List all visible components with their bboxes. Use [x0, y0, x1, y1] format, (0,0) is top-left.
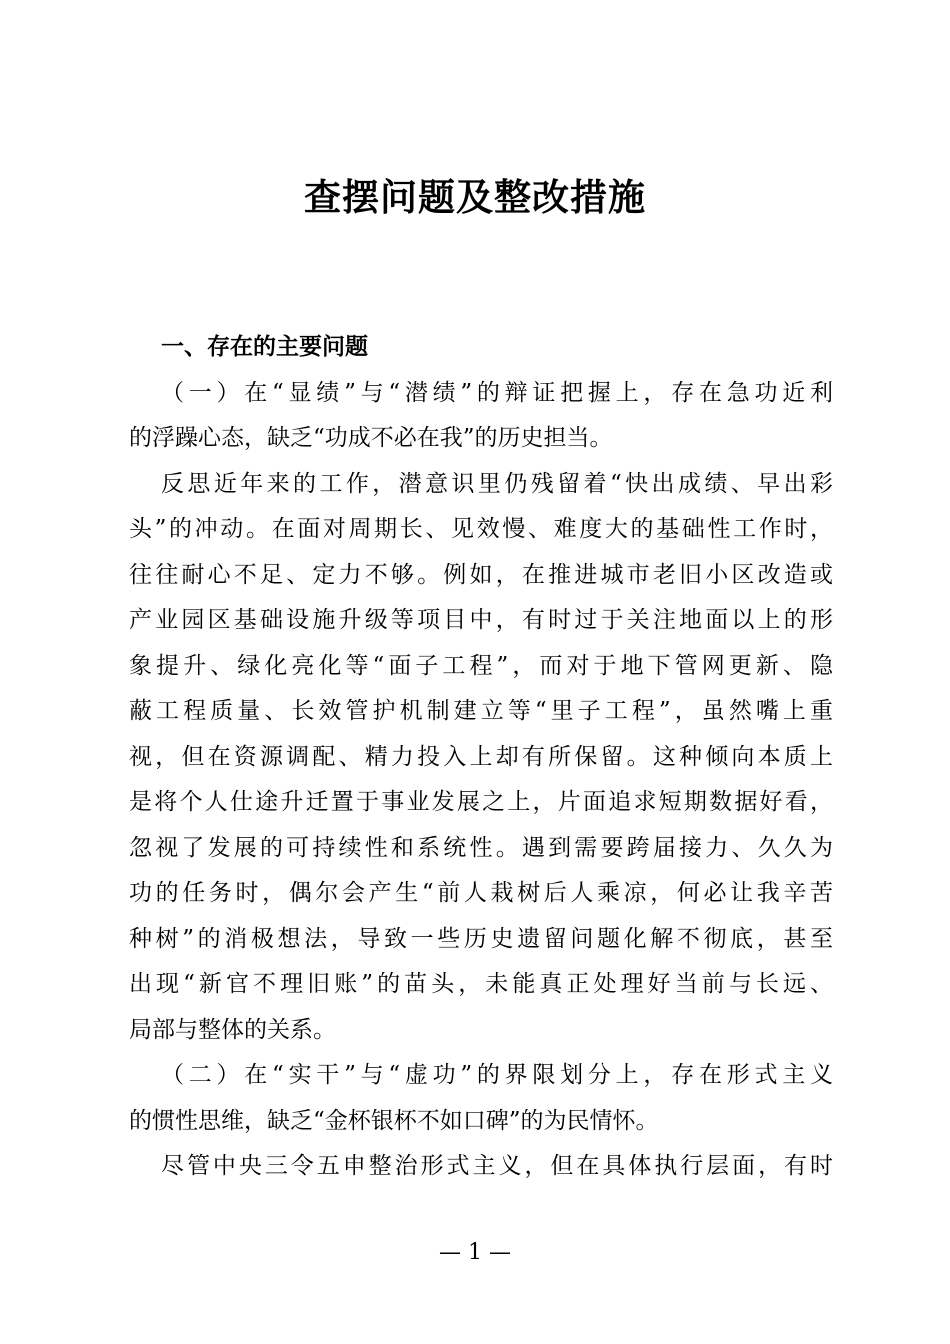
text-line: 头”的冲动。在面对周期长、见效慢、难度大的基础性工作时，: [129, 516, 833, 542]
document-title: 查摆问题及整改措施: [304, 176, 646, 219]
text-line: 种树”的消极想法，导致一些历史遗留问题化解不彻底，甚至: [129, 925, 833, 952]
text-line: （一）在“显绩”与“潜绩”的辩证把握上，存在急功近利: [161, 379, 833, 406]
text-line: 往往耐心不足、定力不够。例如，在推进城市老旧小区改造或: [129, 561, 833, 588]
text-line: 象提升、绿化亮化等“面子工程”，而对于地下管网更新、隐: [129, 652, 833, 679]
document-body: [129, 325, 833, 1190]
text-line: 产业园区基础设施升级等项目中，有时过于关注地面以上的形: [129, 607, 833, 633]
text-line: 的惯性思维，缺乏“金杯银杯不如口碑”的为民情怀。: [129, 1107, 659, 1134]
text-line: 视，但在资源调配、精力投入上却有所保留。这种倾向本质上: [129, 743, 833, 770]
text-line: 的浮躁心态，缺乏“功成不必在我”的历史担当。: [129, 425, 613, 451]
section-heading-1: 一、存在的主要问题: [161, 334, 368, 360]
text-line: 蔽工程质量、长效管护机制建立等“里子工程”，虽然嘴上重: [129, 698, 833, 724]
text-line: 尽管中央三令五申整治形式主义，但在具体执行层面，有时: [161, 1153, 833, 1179]
text-line: 是将个人仕途升迁置于事业发展之上，片面追求短期数据好看，: [129, 789, 833, 815]
text-line: （二）在“实干”与“虚功”的界限划分上，存在形式主义: [161, 1062, 833, 1088]
page-number: — 1 —: [439, 1240, 511, 1265]
text-line: 忽视了发展的可持续性和系统性。遇到需要跨届接力、久久为: [129, 834, 833, 861]
text-line: 反思近年来的工作，潜意识里仍残留着“快出成绩、早出彩: [161, 470, 833, 497]
text-line: 功的任务时，偶尔会产生“前人栽树后人乘凉，何必让我辛苦: [129, 880, 833, 906]
text-line: 出现“新官不理旧账”的苗头，未能真正处理好当前与长远、: [129, 971, 833, 997]
text-line: 局部与整体的关系。: [129, 1016, 336, 1043]
